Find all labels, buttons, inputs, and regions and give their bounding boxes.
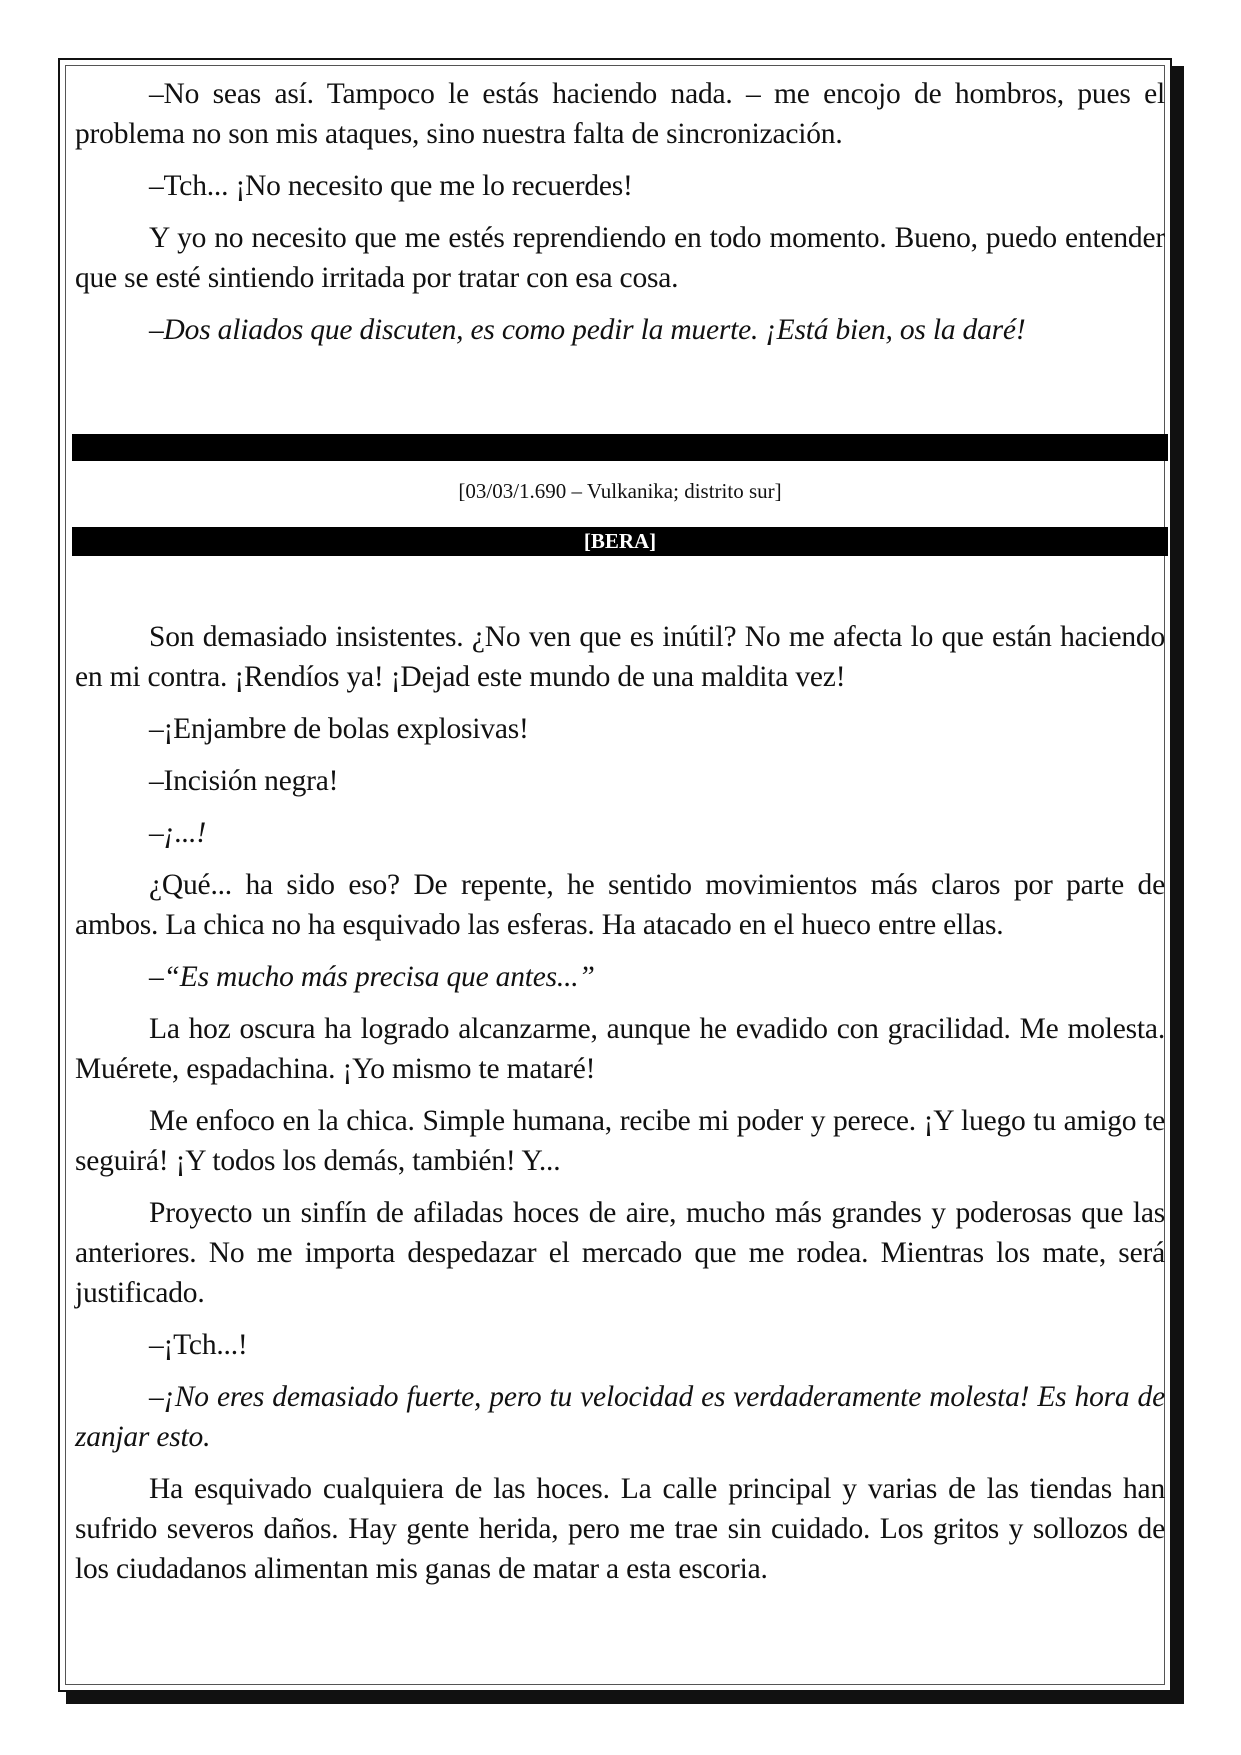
paragraph: –No seas así. Tampoco le estás haciendo nada. – me encojo de hombros, pues el problema no son mis ataques, sino nuestra falta de sincronización. [75, 78, 1165, 150]
paragraph: –“Es mucho más precisa que antes...” [149, 961, 595, 993]
paragraph: –Dos aliados que discuten, es como pedir la muerte. ¡Está bien, os la daré! [149, 314, 1026, 346]
paragraph: La hoz oscura ha logrado alcanzarme, aunque he evadido con gracilidad. Me molesta. Muérete, espadachina. ¡Yo mismo te mataré! [75, 1013, 1165, 1085]
paragraph: Me enfoco en la chica. Simple humana, recibe mi poder y perece. ¡Y luego tu amigo te seguirá! ¡Y todos los demás, también! Y... [75, 1105, 1165, 1177]
paragraph: ¿Qué... ha sido eso? De repente, he sentido movimientos más claros por parte de ambos. La chica no ha esquivado las esferas. Ha atacado en el hueco entre ellas. [75, 869, 1165, 941]
paragraph: –¡...! [149, 817, 206, 849]
paragraph: Ha esquivado cualquiera de las hoces. La calle principal y varias de las tiendas han sufrido severos daños. Hay gente herida, pero me trae sin cuidado. Los gritos y sollozos de los ciudadanos alimentan mis ganas de matar a esta escoria. [75, 1473, 1165, 1585]
paragraph: –¡Tch...! [149, 1329, 248, 1361]
scene-separator-bar [72, 434, 1168, 461]
paragraph: –Tch... ¡No necesito que me lo recuerdes! [149, 170, 633, 202]
paragraph: –¡No eres demasiado fuerte, pero tu velocidad es verdaderamente molesta! Es hora de zanjar esto. [75, 1381, 1165, 1453]
pov-label-bar: [BERA] [72, 527, 1168, 556]
paragraph: Y yo no necesito que me estés reprendiendo en todo momento. Bueno, puedo entender que se esté sintiendo irritada por tratar con esa cosa. [75, 222, 1165, 294]
paragraph: –¡Enjambre de bolas explosivas! [149, 713, 529, 745]
section-one-text [75, 74, 1165, 362]
section-two-text [75, 617, 1165, 1601]
paragraph: Proyecto un sinfín de afiladas hoces de aire, mucho más grandes y poderosas que las anteriores. No me importa despedazar el mercado que me rodea. Mientras los mate, será justificado. [75, 1197, 1165, 1309]
date-location-heading: [03/03/1.690 – Vulkanika; distrito sur] [458, 479, 782, 503]
paragraph: Son demasiado insistentes. ¿No ven que es inútil? No me afecta lo que están haciendo en mi contra. ¡Rendíos ya! ¡Dejad este mundo de una maldita vez! [75, 621, 1165, 693]
paragraph: –Incisión negra! [149, 765, 339, 797]
